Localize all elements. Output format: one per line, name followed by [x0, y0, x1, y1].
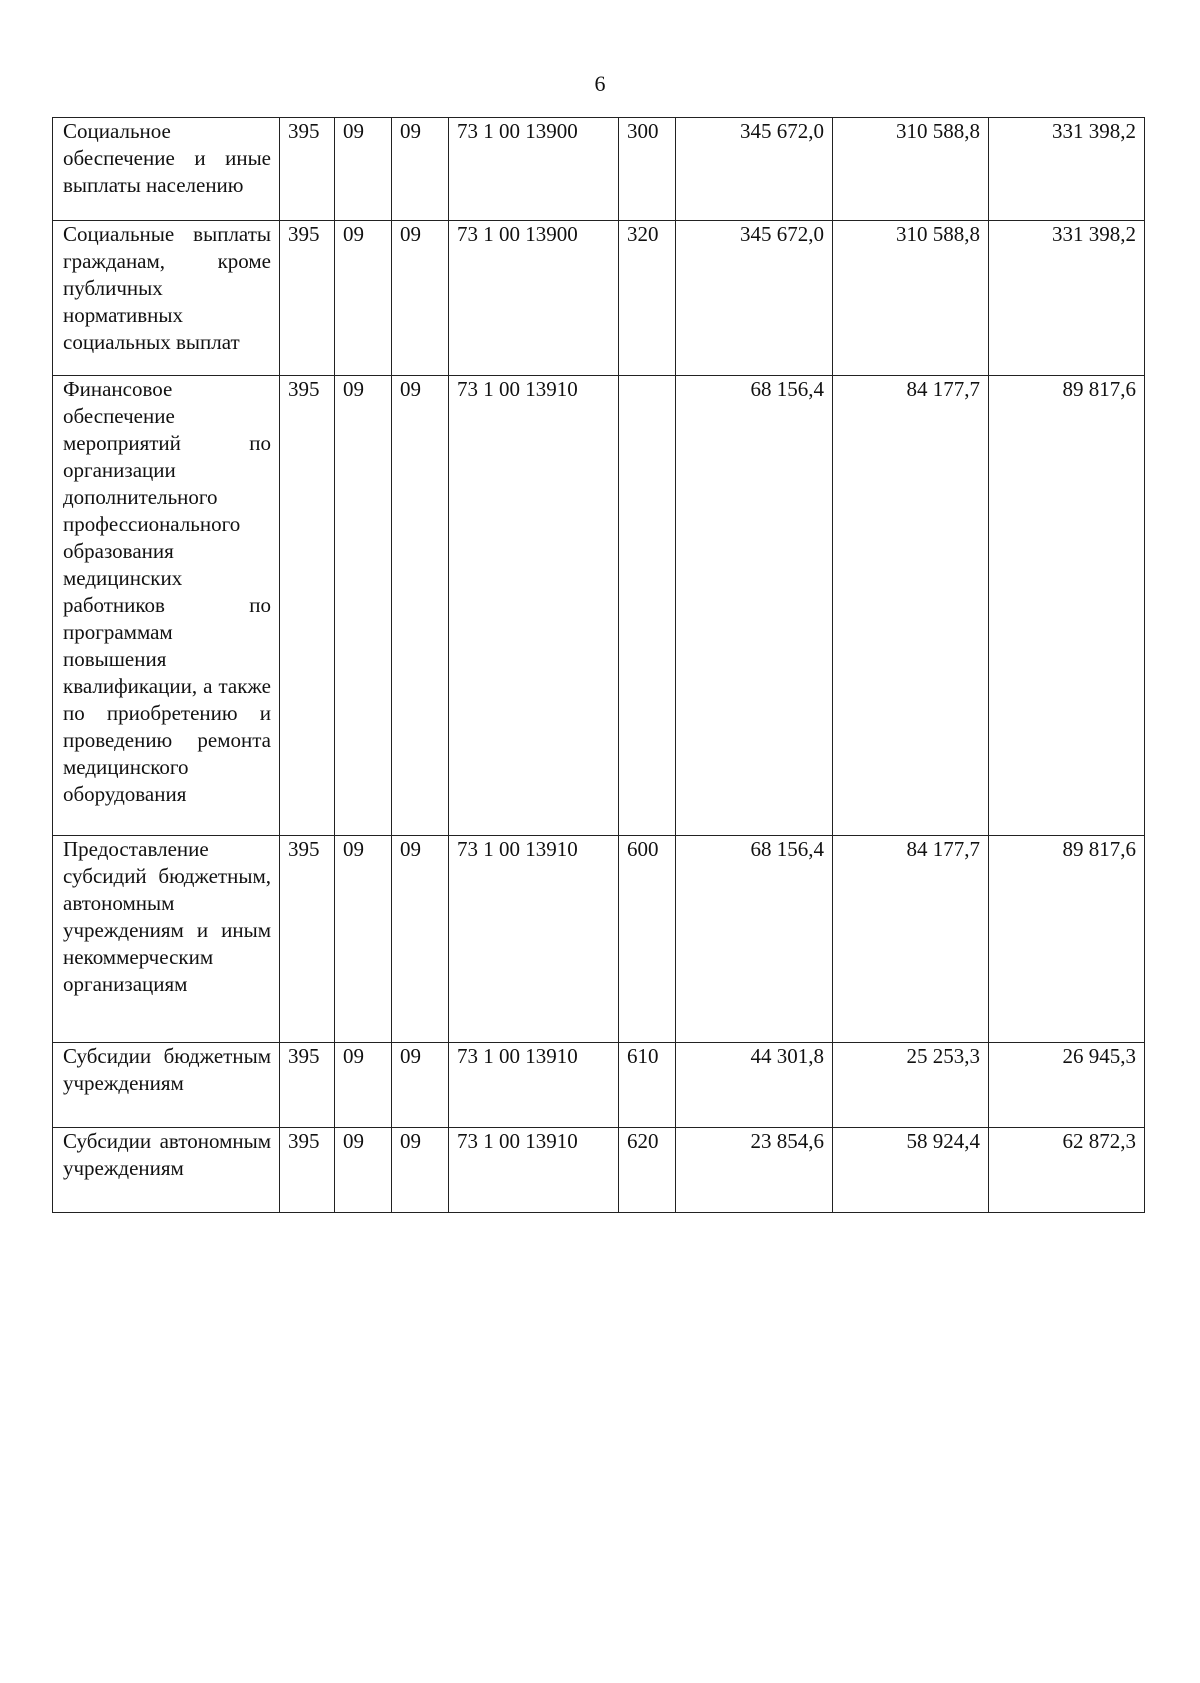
target-article-cell: 73 1 00 13910	[449, 1043, 619, 1128]
expense-type-cell: 320	[619, 221, 676, 376]
row-name-cell: Субсидии автономным учреждениям	[53, 1128, 280, 1213]
target-article-cell: 73 1 00 13910	[449, 836, 619, 1043]
year1-amount-cell: 44 301,8	[676, 1043, 833, 1128]
expense-type-cell: 600	[619, 836, 676, 1043]
row-name-cell: Социальное обеспечение и иные выплаты населению	[53, 118, 280, 221]
table-row	[53, 221, 1145, 376]
expense-type-cell	[619, 376, 676, 836]
table-row	[53, 118, 1145, 221]
year2-amount-cell: 310 588,8	[833, 118, 989, 221]
subsection-cell: 09	[392, 1128, 449, 1213]
row-name-cell: Финансовое обеспечение мероприятий по организации дополнительного профессионального образования медицинских работников по программам повышения квалификации, а также по приобретению и проведению ремонта медицинского оборудования	[53, 376, 280, 836]
year3-amount-cell: 331 398,2	[989, 118, 1145, 221]
year1-amount-cell: 68 156,4	[676, 836, 833, 1043]
row-name-cell: Предоставление субсидий бюджетным, автономным учреждениям и иным некоммерческим организациям	[53, 836, 280, 1043]
table-row	[53, 376, 1145, 836]
target-article-cell: 73 1 00 13910	[449, 376, 619, 836]
grbs-cell: 395	[280, 221, 335, 376]
year3-amount-cell: 26 945,3	[989, 1043, 1145, 1128]
year2-amount-cell: 84 177,7	[833, 376, 989, 836]
year1-amount-cell: 23 854,6	[676, 1128, 833, 1213]
table-row	[53, 1043, 1145, 1128]
grbs-cell: 395	[280, 1128, 335, 1213]
budget-table-body	[53, 118, 1145, 1213]
grbs-cell: 395	[280, 836, 335, 1043]
year1-amount-cell: 345 672,0	[676, 221, 833, 376]
subsection-cell: 09	[392, 118, 449, 221]
year1-amount-cell: 345 672,0	[676, 118, 833, 221]
year3-amount-cell: 89 817,6	[989, 836, 1145, 1043]
year1-amount-cell: 68 156,4	[676, 376, 833, 836]
section-cell: 09	[335, 118, 392, 221]
section-cell: 09	[335, 836, 392, 1043]
year3-amount-cell: 331 398,2	[989, 221, 1145, 376]
target-article-cell: 73 1 00 13900	[449, 118, 619, 221]
subsection-cell: 09	[392, 221, 449, 376]
section-cell: 09	[335, 221, 392, 376]
target-article-cell: 73 1 00 13900	[449, 221, 619, 376]
grbs-cell: 395	[280, 376, 335, 836]
expense-type-cell: 300	[619, 118, 676, 221]
row-name-cell: Социальные выплаты гражданам, кроме публичных нормативных социальных выплат	[53, 221, 280, 376]
year2-amount-cell: 58 924,4	[833, 1128, 989, 1213]
subsection-cell: 09	[392, 376, 449, 836]
table-row	[53, 1128, 1145, 1213]
subsection-cell: 09	[392, 1043, 449, 1128]
year3-amount-cell: 62 872,3	[989, 1128, 1145, 1213]
year3-amount-cell: 89 817,6	[989, 376, 1145, 836]
grbs-cell: 395	[280, 118, 335, 221]
year2-amount-cell: 310 588,8	[833, 221, 989, 376]
expense-type-cell: 620	[619, 1128, 676, 1213]
subsection-cell: 09	[392, 836, 449, 1043]
target-article-cell: 73 1 00 13910	[449, 1128, 619, 1213]
section-cell: 09	[335, 1043, 392, 1128]
section-cell: 09	[335, 1128, 392, 1213]
year2-amount-cell: 25 253,3	[833, 1043, 989, 1128]
budget-table	[52, 117, 1145, 1213]
section-cell: 09	[335, 376, 392, 836]
grbs-cell: 395	[280, 1043, 335, 1128]
year2-amount-cell: 84 177,7	[833, 836, 989, 1043]
page-number: 6	[594, 71, 606, 96]
table-row	[53, 836, 1145, 1043]
expense-type-cell: 610	[619, 1043, 676, 1128]
row-name-cell: Субсидии бюджетным учреждениям	[53, 1043, 280, 1128]
